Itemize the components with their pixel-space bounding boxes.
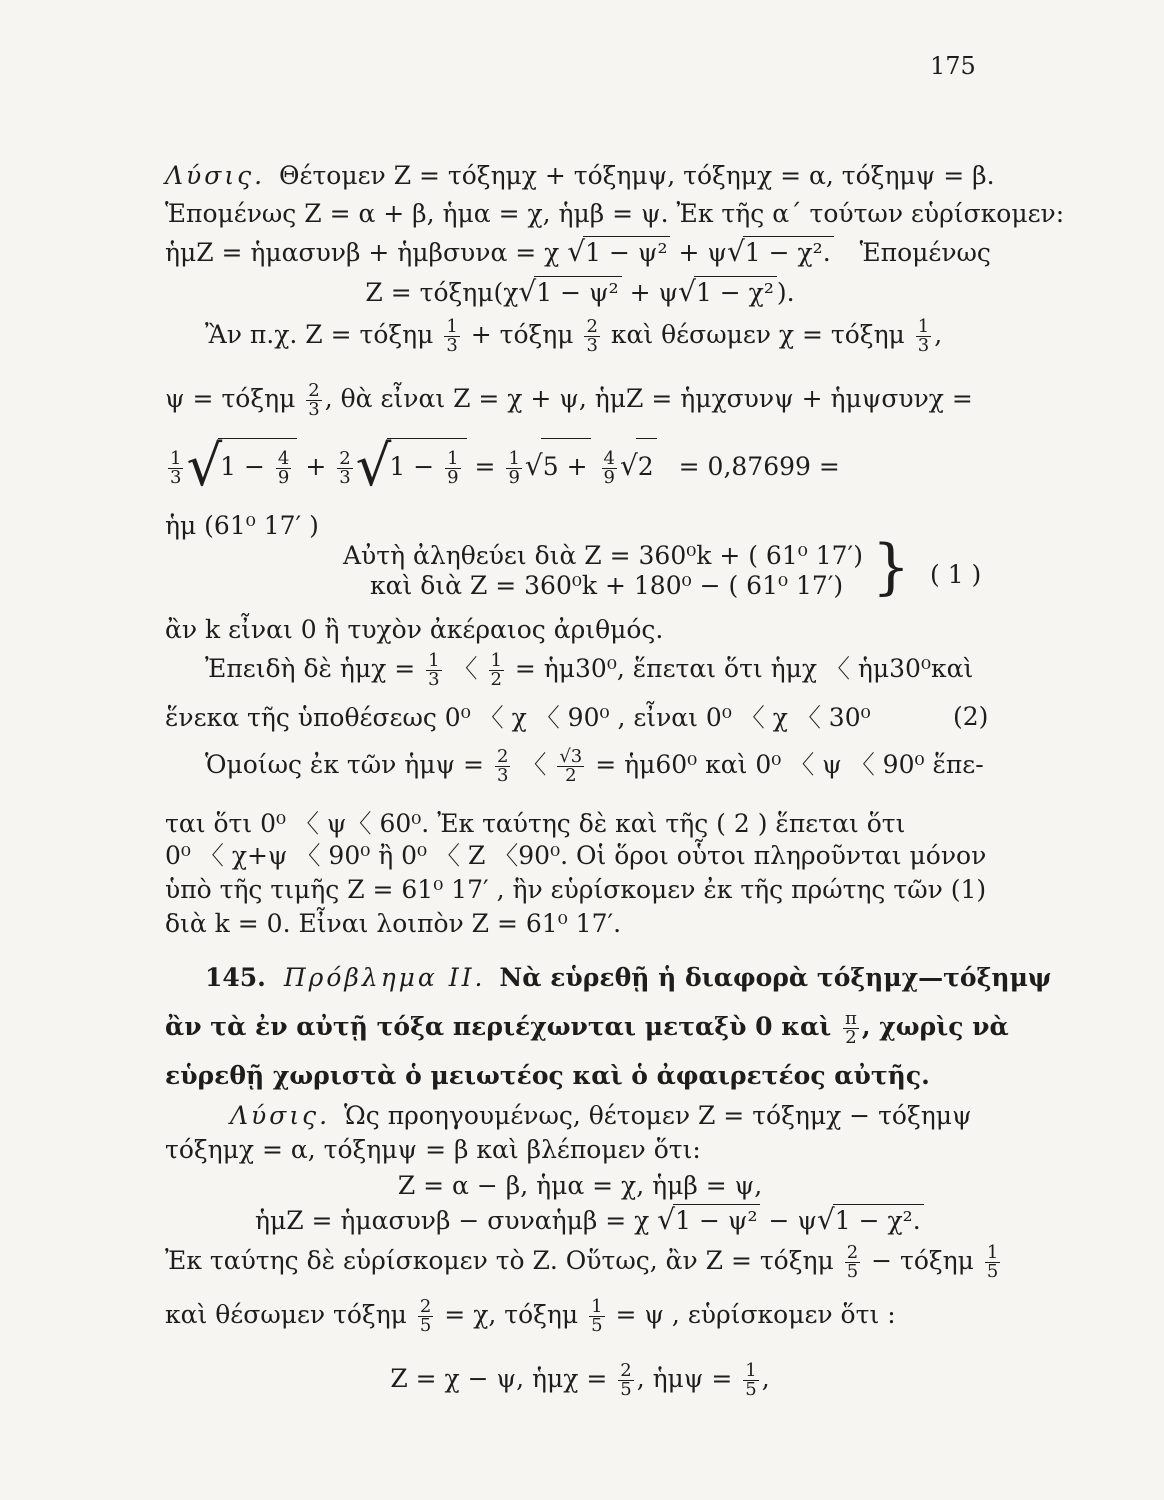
line-text: 1 − [389, 452, 435, 481]
radicand [218, 438, 297, 495]
fraction [985, 1244, 1000, 1281]
page-number: 175 [930, 52, 976, 80]
denominator: 3 [446, 335, 458, 356]
line-text: = χ, τόξημ [444, 1300, 579, 1329]
radical-sign: √ [657, 1203, 676, 1236]
radicand: 2 [636, 438, 657, 495]
denominator: 3 [496, 765, 509, 786]
line-text: 0⁰ 〈 χ+ψ 〈 90⁰ ἢ 0⁰ 〈 Ζ 〈90⁰. Οἱ ὅροι οὗτοι πληροῦνται μόνον [165, 841, 987, 870]
numerator: 1 [170, 448, 182, 469]
line-text: , [761, 1364, 770, 1393]
denominator: 5 [419, 1315, 432, 1336]
radicand [541, 438, 591, 495]
line-text: , χωρὶς νὰ [861, 1012, 1009, 1041]
line-text: διὰ k = 0. Εἶναι λοιπὸν Ζ = 61⁰ 17′. [165, 909, 622, 938]
line-text: 〈 [452, 654, 478, 683]
line-text: = ἡμ60⁰ καὶ 0⁰ 〈 ψ 〈 90⁰ ἕπε- [595, 750, 984, 779]
denominator: 9 [603, 467, 615, 488]
line-text: Ἐπειδὴ δὲ ἡμχ = [205, 654, 416, 683]
line-text: Ζ = α − β, ἡμα = χ, ἡμβ = ψ, [397, 1171, 763, 1200]
line-text: + ψ [678, 238, 727, 267]
numerator: 2 [586, 316, 598, 337]
denominator: 5 [846, 1261, 859, 1282]
radical-sign: √ [816, 1203, 835, 1236]
fraction [276, 450, 291, 487]
text-line-1 [165, 160, 995, 192]
radicand: 1 − χ². [743, 236, 834, 269]
line-text: ἂν k εἶναι 0 ἢ τυχὸν ἀκέραιος ἀριθμός. [165, 615, 664, 644]
line-text: Ὁμοίως ἐκ τῶν ἡμψ = [205, 750, 484, 779]
text-line-12 [205, 652, 1035, 689]
denominator: 3 [428, 669, 440, 690]
text-line-15 [165, 808, 995, 840]
text-line-14 [205, 748, 1035, 785]
problem-number: 145. [205, 963, 266, 992]
radical-sign: √ [567, 235, 586, 268]
denominator: 3 [339, 467, 351, 488]
line-text: − τόξημ [871, 1246, 974, 1275]
line-text: Ἑπομένως Ζ = α + β, ἡμα = χ, ἡμβ = ψ. Ἐκ τῆς α΄ τούτων εὑρίσκομεν: [165, 199, 1065, 228]
radicand: 1 − ψ² [583, 236, 670, 269]
text-line-2 [165, 198, 1065, 230]
solution-line-7 [165, 1362, 995, 1399]
denominator: 5 [620, 1379, 632, 1400]
fraction [557, 748, 584, 785]
line-text: ψ = τόξημ [165, 384, 296, 413]
fraction [495, 748, 510, 785]
line-text: + [305, 452, 327, 481]
line-text: = ἡμ30⁰, ἕπεται ὅτι ἡμχ 〈 ἡμ30⁰καὶ [514, 654, 974, 683]
radical-sign: √ [678, 275, 696, 308]
line-text: + τόξημ [470, 320, 574, 349]
line-text: , ἡμψ = [636, 1364, 733, 1393]
denominator: 3 [170, 467, 182, 488]
equation-tag-2: (2) [953, 702, 989, 731]
text-line-10 [370, 570, 910, 602]
denominator: 9 [508, 467, 520, 488]
denominator: 9 [447, 467, 459, 488]
fraction [584, 318, 599, 355]
problem-heading-line-3 [165, 1060, 995, 1092]
fraction [845, 1244, 860, 1281]
line-text: Ὡς προηγουμένως, θέτομεν Ζ = τόξημχ − τόξημψ [344, 1101, 972, 1130]
line-text: Ἂν π.χ. Ζ = τόξημ [205, 320, 434, 349]
fraction [843, 1010, 859, 1047]
line-text: − ψ [768, 1206, 817, 1235]
denominator: 2 [490, 669, 502, 690]
problem-statement: Νὰ εὑρεθῇ ἡ διαφορὰ τόξημχ—τόξημψ [499, 963, 1052, 992]
numerator: 2 [308, 380, 320, 401]
radical-sign: √ [186, 434, 223, 499]
denominator: 2 [565, 765, 577, 786]
denominator: 3 [308, 399, 320, 420]
fraction [306, 382, 321, 419]
text-line-9 [343, 540, 903, 572]
numerator: π [845, 1008, 857, 1029]
line-text: = ψ , εὑρίσκομεν ὅτι : [615, 1300, 896, 1329]
fraction [445, 450, 460, 487]
line-text: , θὰ εἶναι Ζ = χ + ψ, ἡμΖ = ἡμχσυνψ + ἡμψσυνχ = [324, 384, 973, 413]
line-text: Αὐτὴ ἀληθεύει διὰ Ζ = 360⁰k + ( 61⁰ 17′) [343, 541, 863, 570]
solution-line-5 [165, 1242, 999, 1282]
brace-symbol: } [872, 532, 911, 602]
radicand: 1 − χ² [694, 276, 777, 309]
numerator: 4 [603, 448, 615, 469]
line-text: + ψ [629, 278, 679, 307]
line-text: τόξημχ = α, τόξημψ = β καὶ βλέπομεν ὅτι: [165, 1135, 701, 1164]
radicand: 1 − ψ² [534, 276, 621, 309]
line-text: ται ὅτι 0⁰ 〈 ψ〈 60⁰. Ἐκ ταύτης δὲ καὶ τῆς ( 2 ) ἕπεται ὅτι [165, 809, 906, 838]
denominator: 3 [586, 335, 598, 356]
radical-sign: √ [524, 449, 543, 482]
text-line-11 [165, 614, 995, 646]
line-text: ἡμ (61⁰ 17′ ) [165, 511, 319, 540]
solution-line-6 [165, 1298, 995, 1335]
line-text: καὶ θέσωμεν χ = τόξημ [610, 320, 905, 349]
problem-heading-line-2 [165, 1008, 1009, 1048]
fraction [618, 1362, 633, 1399]
radicand: 1 − χ². [833, 1204, 924, 1237]
line-text: ). [776, 278, 795, 307]
numerator: 2 [496, 746, 509, 767]
line-text: ἕνεκα τῆς ὑποθέσεως 0⁰ 〈 χ 〈 90⁰ , εἶναι 0⁰ 〈 χ 〈 30⁰ [165, 703, 871, 732]
fraction [506, 450, 521, 487]
fraction [418, 1298, 433, 1335]
numerator: 2 [846, 1242, 859, 1263]
denominator: 9 [277, 467, 290, 488]
radical-sign: √ [619, 449, 638, 482]
solution-line-3 [165, 1170, 995, 1202]
denominator: 3 [917, 335, 930, 356]
numerator: 4 [277, 448, 290, 469]
text-line-7 [165, 434, 995, 499]
equation-tag-1: ( 1 ) [930, 560, 982, 589]
numerator: 1 [917, 316, 930, 337]
text-line-8 [165, 510, 995, 542]
text-line-6 [165, 382, 995, 419]
denominator: 5 [745, 1379, 757, 1400]
numerator: 2 [339, 448, 351, 469]
fraction [489, 652, 504, 689]
fraction [916, 318, 931, 355]
numerator: √3 [559, 746, 583, 767]
text-line-13 [165, 702, 995, 734]
line-text: 〈 [521, 750, 547, 779]
line-text: ἡμΖ = ἡμασυνβ − συναἡμβ = χ [255, 1206, 650, 1235]
solution-line-1 [230, 1100, 1060, 1132]
line-text: = 0,87699 = [678, 452, 840, 481]
line-text: ἂν τὰ ἐν αὐτῇ τόξα περιέχωνται μεταξὺ 0 καὶ [165, 1012, 832, 1041]
line-text: Ζ = τόξημ(χ [365, 278, 519, 307]
line-text: ἡμΖ = ἡμασυνβ + ἡμβσυνα = χ [165, 238, 560, 267]
line-text: Ζ = χ − ψ, ἡμχ = [390, 1364, 608, 1393]
problem-heading-line-1 [205, 962, 1052, 994]
text-line-5 [205, 318, 1035, 355]
radical-sign: √ [518, 275, 537, 308]
solution-label: Λύσις. [165, 161, 266, 190]
text-line-3 [165, 236, 995, 269]
numerator: 1 [508, 448, 520, 469]
radicand [387, 438, 466, 495]
fraction [602, 450, 617, 487]
text-line-18 [165, 908, 995, 940]
line-text: 5 + [542, 452, 588, 481]
line-text: εὑρεθῇ χωριστὰ ὁ μειωτέος καὶ ὁ ἀφαιρετέος αὐτῆς. [165, 1061, 930, 1090]
denominator: 2 [845, 1027, 857, 1048]
line-text: Ἑπομένως [859, 238, 991, 267]
numerator: 1 [446, 316, 458, 337]
denominator: 5 [591, 1315, 603, 1336]
line-text: Ἐκ ταύτης δὲ εὑρίσκομεν τὸ Ζ. Οὕτως, ἂν Ζ = τόξημ [165, 1246, 834, 1275]
line-text: καὶ διὰ Ζ = 360⁰k + 180⁰ − ( 61⁰ 17′) [370, 571, 844, 600]
text-line-4 [165, 276, 995, 309]
fraction [743, 1362, 758, 1399]
solution-line-2 [165, 1134, 995, 1166]
numerator: 1 [447, 448, 459, 469]
text-line-17 [165, 874, 995, 906]
numerator: 2 [419, 1296, 432, 1317]
fraction [444, 318, 459, 355]
fraction [337, 450, 352, 487]
radical-sign: √ [726, 235, 745, 268]
fraction [168, 450, 183, 487]
numerator: 2 [620, 1360, 632, 1381]
line-text: , [934, 320, 943, 349]
text-line-16 [165, 840, 995, 872]
numerator: 1 [745, 1360, 757, 1381]
radicand: 1 − ψ² [673, 1204, 760, 1237]
line-text: 1 − [220, 452, 265, 481]
solution-line-4 [255, 1204, 955, 1237]
fraction [426, 652, 441, 689]
numerator: 1 [428, 650, 440, 671]
denominator: 5 [986, 1261, 999, 1282]
numerator: 1 [986, 1242, 999, 1263]
fraction [589, 1298, 604, 1335]
problem-label: Πρόβλημα ΙΙ. [283, 963, 486, 992]
line-text: Θέτομεν Ζ = τόξημχ + τόξημψ, τόξημχ = α, τόξημψ = β. [279, 161, 995, 190]
line-text: ὑπὸ τῆς τιμῆς Ζ = 61⁰ 17′ , ἣν εὑρίσκομεν ἐκ τῆς πρώτης τῶν (1) [165, 875, 987, 904]
radical-sign: √ [355, 434, 392, 499]
line-text: καὶ θέσωμεν τόξημ [165, 1300, 407, 1329]
line-text: = [474, 452, 496, 481]
solution-label: Λύσις. [230, 1101, 331, 1130]
numerator: 1 [490, 650, 502, 671]
numerator: 1 [591, 1296, 603, 1317]
